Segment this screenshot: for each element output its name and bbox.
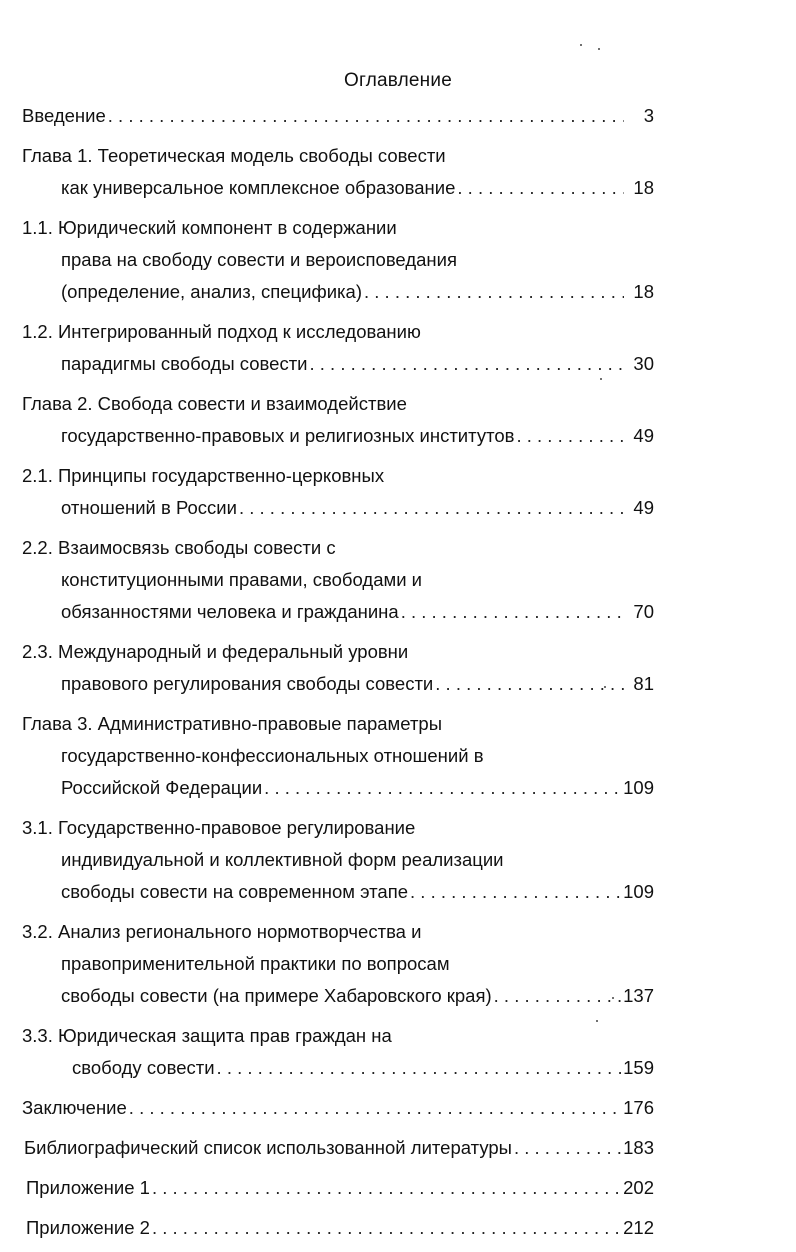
table-of-contents bbox=[0, 100, 796, 1252]
page-number: 109 bbox=[623, 777, 654, 798]
dot-leader bbox=[494, 980, 621, 1012]
toc-entry-section-1-1 bbox=[0, 212, 796, 308]
dot-leader bbox=[435, 668, 624, 700]
toc-entry-bibliography bbox=[0, 1132, 796, 1164]
toc-entry-text: как универсальное комплексное образование bbox=[61, 177, 456, 198]
dot-leader bbox=[264, 772, 621, 804]
page-number: 49 bbox=[633, 497, 654, 518]
scan-speck bbox=[604, 686, 606, 688]
toc-entry-text: Приложение 1 bbox=[26, 1177, 150, 1198]
toc-entry-conclusion bbox=[0, 1092, 796, 1124]
toc-entry-text: отношений в России bbox=[61, 497, 237, 518]
toc-entry-text: Введение bbox=[22, 105, 106, 126]
page-number: 18 bbox=[633, 177, 654, 198]
toc-entry-text: права на свободу совести и вероисповедания bbox=[61, 249, 457, 270]
dot-leader bbox=[514, 1132, 621, 1164]
toc-entry-text: Российской Федерации bbox=[61, 777, 263, 798]
toc-entry-text: 3.1. Государственно-правовое регулирование bbox=[22, 817, 416, 838]
toc-entry-section-3-1 bbox=[0, 812, 796, 908]
dot-leader bbox=[108, 100, 624, 132]
toc-entry-text: правоприменительной практики по вопросам bbox=[61, 953, 450, 974]
toc-entry-appendix-1 bbox=[0, 1172, 796, 1204]
toc-entry-text: свободы совести (на примере Хабаровского края) bbox=[61, 985, 492, 1006]
toc-entry-text: свободу совести bbox=[72, 1057, 215, 1078]
page-number: 176 bbox=[623, 1097, 654, 1118]
dot-leader bbox=[457, 172, 624, 204]
toc-entry-text: правового регулирования свободы совести bbox=[61, 673, 434, 694]
toc-entry-text: 2.1. Принципы государственно-церковных bbox=[22, 465, 385, 486]
page-number: 183 bbox=[623, 1137, 654, 1158]
toc-entry-text: парадигмы свободы совести bbox=[61, 353, 308, 374]
toc-entry-text: 1.2. Интегрированный подход к исследованию bbox=[22, 321, 421, 342]
toc-entry-text: конституционными правами, свободами и bbox=[61, 569, 423, 590]
toc-title: Оглавление bbox=[344, 70, 452, 91]
page-number: 109 bbox=[623, 881, 654, 902]
toc-entry-text: Заключение bbox=[22, 1097, 127, 1118]
toc-entry-text: Приложение 2 bbox=[26, 1217, 150, 1238]
toc-entry-text: индивидуальной и коллективной форм реализации bbox=[61, 849, 504, 870]
toc-entry-text: 3.3. Юридическая защита прав граждан на bbox=[22, 1025, 392, 1046]
toc-entry-text: Глава 2. Свобода совести и взаимодействие bbox=[22, 393, 407, 414]
toc-entry-section-1-2 bbox=[0, 316, 796, 380]
toc-entry-section-2-3 bbox=[0, 636, 796, 700]
toc-entry-chapter-2 bbox=[0, 388, 796, 452]
page-number: 30 bbox=[633, 353, 654, 374]
toc-entry-text: Глава 3. Административно-правовые параметры bbox=[22, 713, 443, 734]
toc-entry-text: государственно-конфессиональных отношений в bbox=[61, 745, 484, 766]
scan-speck bbox=[596, 1020, 598, 1022]
page-number: 49 bbox=[633, 425, 654, 446]
page-number: 212 bbox=[623, 1217, 654, 1238]
page-number: 70 bbox=[633, 601, 654, 622]
toc-entry-appendix-2 bbox=[0, 1212, 796, 1244]
dot-leader bbox=[401, 596, 624, 628]
toc-entry-text: Библиографический список использованной литературы bbox=[24, 1137, 512, 1158]
toc-entry-text: свободы совести на современном этапе bbox=[61, 881, 409, 902]
dot-leader bbox=[129, 1092, 621, 1124]
toc-entry-section-2-2 bbox=[0, 532, 796, 628]
toc-entry-chapter-1 bbox=[0, 140, 796, 204]
toc-entry-text: государственно-правовых и религиозных институтов bbox=[61, 425, 515, 446]
toc-entry-section-2-1 bbox=[0, 460, 796, 524]
toc-entry-text: (определение, анализ, специфика) bbox=[61, 281, 362, 302]
scan-speck bbox=[580, 44, 582, 46]
dot-leader bbox=[364, 276, 624, 308]
dot-leader bbox=[410, 876, 621, 908]
scan-speck bbox=[598, 48, 600, 50]
toc-entry-section-3-3 bbox=[0, 1020, 796, 1084]
dot-leader bbox=[152, 1212, 621, 1244]
page-number: 202 bbox=[623, 1177, 654, 1198]
toc-entry-text: 1.1. Юридический компонент в содержании bbox=[22, 217, 397, 238]
scan-speck bbox=[600, 378, 602, 380]
dot-leader bbox=[217, 1052, 622, 1084]
toc-entry-text: 3.2. Анализ регионального нормотворчества и bbox=[22, 921, 422, 942]
toc-entry-introduction bbox=[0, 100, 796, 132]
dot-leader bbox=[516, 420, 624, 452]
page-number: 3 bbox=[643, 105, 654, 126]
dot-leader bbox=[310, 348, 625, 380]
toc-entry-text: 2.3. Международный и федеральный уровни bbox=[22, 641, 409, 662]
page-number: 137 bbox=[623, 985, 654, 1006]
dot-leader bbox=[152, 1172, 621, 1204]
page-number: 81 bbox=[633, 673, 654, 694]
toc-entry-text: обязанностями человека и гражданина bbox=[61, 601, 399, 622]
toc-entry-text: 2.2. Взаимосвязь свободы совести с bbox=[22, 537, 336, 558]
toc-entry-text: Глава 1. Теоретическая модель свободы совести bbox=[22, 145, 446, 166]
page-number: 159 bbox=[623, 1057, 654, 1078]
dot-leader bbox=[239, 492, 624, 524]
toc-entry-section-3-2 bbox=[0, 916, 796, 1012]
scan-speck bbox=[612, 997, 614, 999]
page-number: 18 bbox=[633, 281, 654, 302]
toc-entry-chapter-3 bbox=[0, 708, 796, 804]
